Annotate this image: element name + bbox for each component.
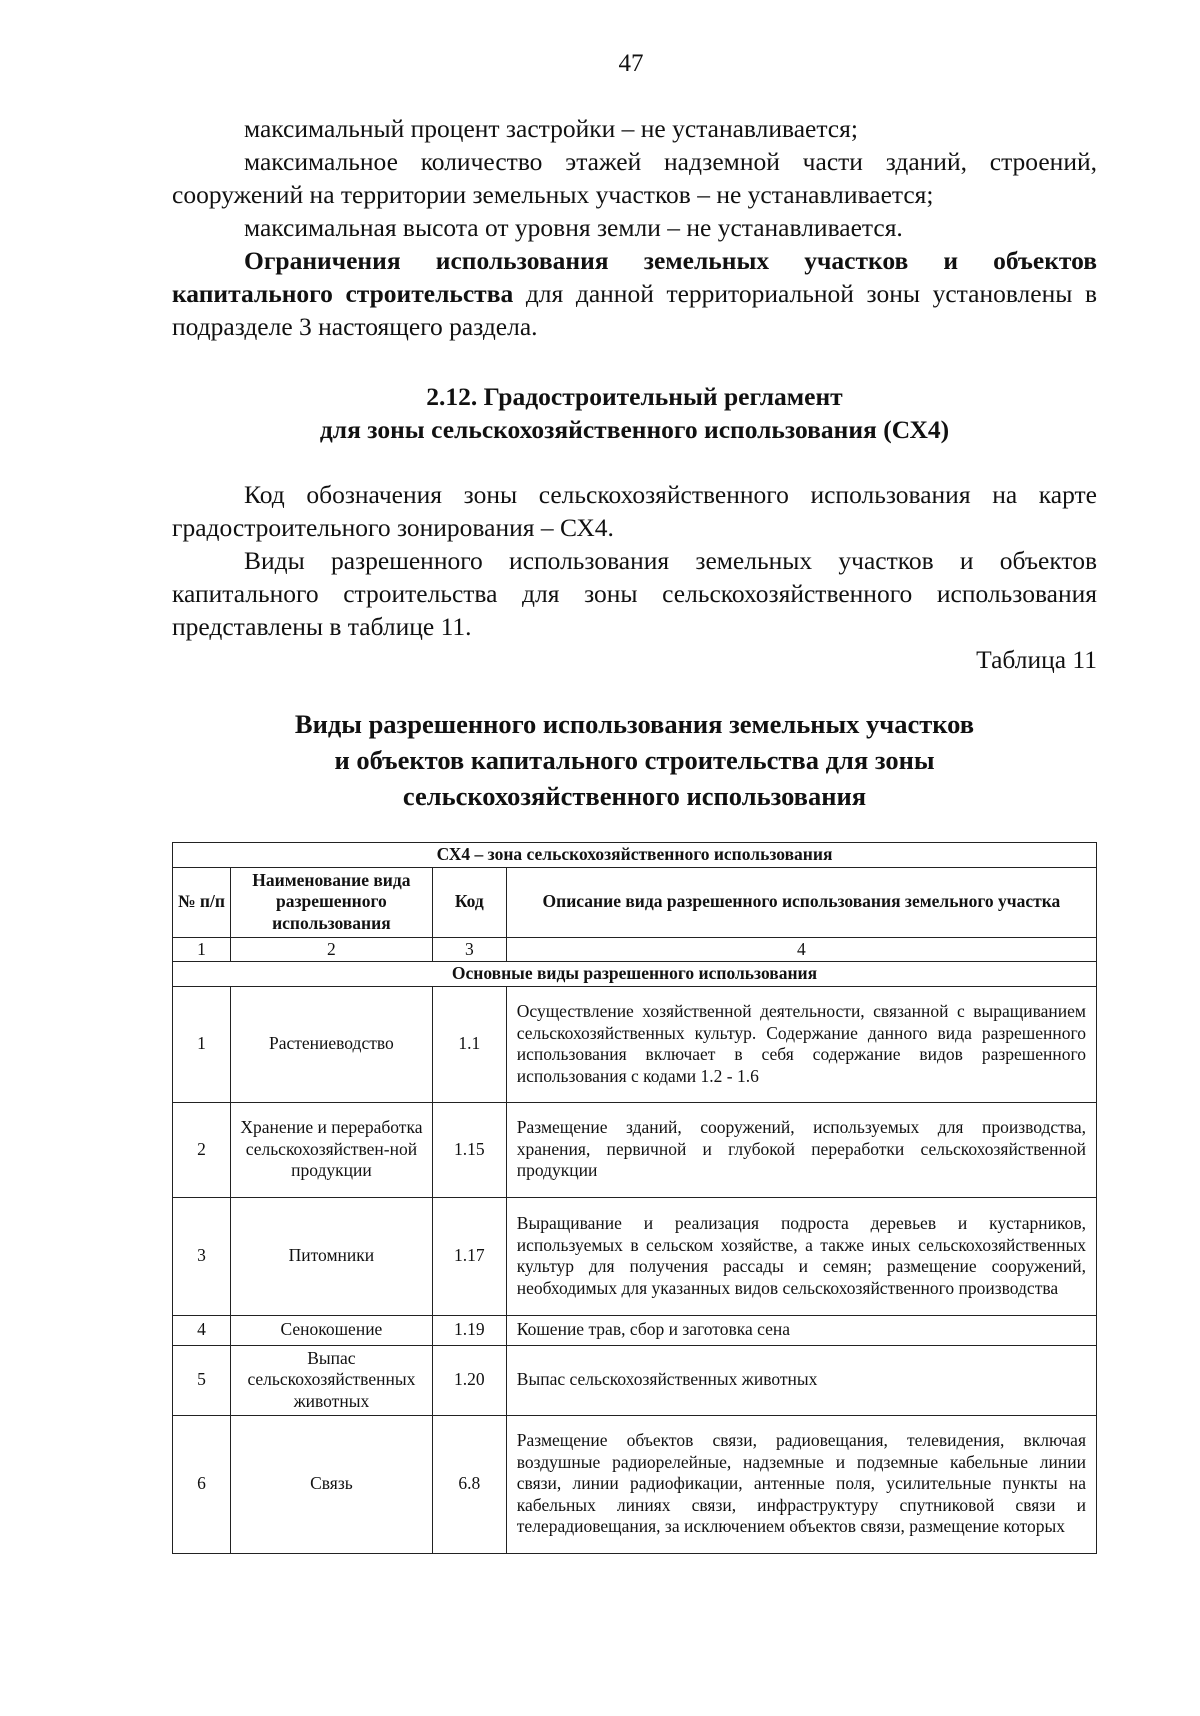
table-row: [173, 1415, 1097, 1553]
row-desc: Выпас сельскохозяйственных животных: [506, 1345, 1096, 1415]
index-cell: 3: [432, 937, 506, 962]
table-title-line1: Виды разрешенного использования земельных участков: [294, 709, 975, 739]
permitted-uses-table: [172, 842, 1097, 1554]
paragraph-max-building-percent: максимальный процент застройки – не устанавливается;: [244, 114, 858, 143]
zone-description: [172, 478, 1097, 676]
row-code: 1.15: [432, 1102, 506, 1197]
paragraph-max-height: максимальная высота от уровня земли – не устанавливается.: [244, 213, 903, 242]
header-name: Наименование вида разрешенного использования: [230, 867, 432, 937]
row-num: 2: [173, 1102, 231, 1197]
table-row: [173, 1345, 1097, 1415]
index-cell: 1: [173, 937, 231, 962]
row-code: 1.20: [432, 1345, 506, 1415]
row-desc: Выращивание и реализация подроста деревьев и кустарников, используемых в сельском хозяйстве, а также иных сельскохозяйственных культур для получения рассады и семян; размещение сооружений, необходимых для указанных видов сельскохозяйственного производства: [506, 1197, 1096, 1315]
header-code: Код: [432, 867, 506, 937]
row-name: Связь: [230, 1415, 432, 1553]
section-heading-line2: для зоны сельскохозяйственного использования (СХ4): [319, 415, 950, 444]
index-cell: 4: [506, 937, 1096, 962]
paragraph-permitted-uses: Виды разрешенного использования земельных участков и объектов капитального строительства для зоны сельскохозяйственного использования представлены в таблице 11.: [172, 546, 1097, 641]
section-heading-line1: 2.12. Градостроительный регламент: [426, 382, 843, 411]
row-name: Выпас сельскохозяйственных животных: [230, 1345, 432, 1415]
row-num: 5: [173, 1345, 231, 1415]
row-name: Сенокошение: [230, 1315, 432, 1345]
regulation-text: [172, 112, 1097, 343]
paragraph-zone-code: Код обозначения зоны сельскохозяйственного использования на карте градостроительного зонирования – СХ4.: [172, 480, 1097, 542]
restrictions-bold-text: Ограничения использования земельных участков и объектов капитального строительства: [172, 246, 1097, 308]
table-row: [173, 1102, 1097, 1197]
row-code: 6.8: [432, 1415, 506, 1553]
paragraph-max-floors: максимальное количество этажей надземной части зданий, строений, сооружений на территории земельных участков – не устанавливается;: [172, 147, 1097, 209]
section-row: [173, 962, 1097, 987]
section-cell: Основные виды разрешенного использования: [173, 962, 1097, 987]
index-row: [173, 937, 1097, 962]
zone-header-cell: СХ4 – зона сельскохозяйственного использования: [173, 843, 1097, 868]
row-num: 3: [173, 1197, 231, 1315]
row-code: 1.17: [432, 1197, 506, 1315]
row-desc: Кошение трав, сбор и заготовка сена: [506, 1315, 1096, 1345]
row-name: Питомники: [230, 1197, 432, 1315]
row-desc: Осуществление хозяйственной деятельности, связанной с выращиванием сельскохозяйственных культур. Содержание данного вида разрешенного использования включает в себя содержание видов разрешенного использования с кодами 1.2 - 1.6: [506, 986, 1096, 1102]
table-title-line3: сельскохозяйственного использования: [402, 781, 867, 811]
table-row: [173, 1197, 1097, 1315]
table-title-line2: и объектов капитального строительства для зоны: [334, 745, 935, 775]
table-row: [173, 986, 1097, 1102]
restrictions-rest-text: для данной территориальной зоны установлены в подразделе 3 настоящего раздела.: [172, 279, 1098, 341]
table-row: [173, 1315, 1097, 1345]
row-code: 1.19: [432, 1315, 506, 1345]
page-number: 47: [618, 50, 644, 77]
column-header-row: [173, 867, 1097, 937]
paragraph-restrictions: [172, 244, 1097, 343]
row-desc: Размещение объектов связи, радиовещания, телевидения, включая воздушные радиорелейные, надземные и подземные кабельные линии связи, линии радиофикации, антенные поля, усилительные пункты на кабельных линиях связи, инфраструктуру спутниковой связи и телерадиовещания, за исключением объектов связи, размещение которых: [506, 1415, 1096, 1553]
index-cell: 2: [230, 937, 432, 962]
row-num: 6: [173, 1415, 231, 1553]
table-label: Таблица 11: [976, 645, 1097, 674]
row-code: 1.1: [432, 986, 506, 1102]
zone-header-row: [173, 843, 1097, 868]
section-heading: [172, 380, 1097, 446]
row-name: Растениеводство: [230, 986, 432, 1102]
header-desc: Описание вида разрешенного использования земельного участка: [506, 867, 1096, 937]
row-num: 1: [173, 986, 231, 1102]
table-title: [172, 706, 1097, 814]
header-num: № п/п: [173, 867, 231, 937]
row-name: Хранение и переработка сельскохозяйствен-ной продукции: [230, 1102, 432, 1197]
row-num: 4: [173, 1315, 231, 1345]
row-desc: Размещение зданий, сооружений, используемых для производства, хранения, первичной и глубокой переработки сельскохозяйственной продукции: [506, 1102, 1096, 1197]
